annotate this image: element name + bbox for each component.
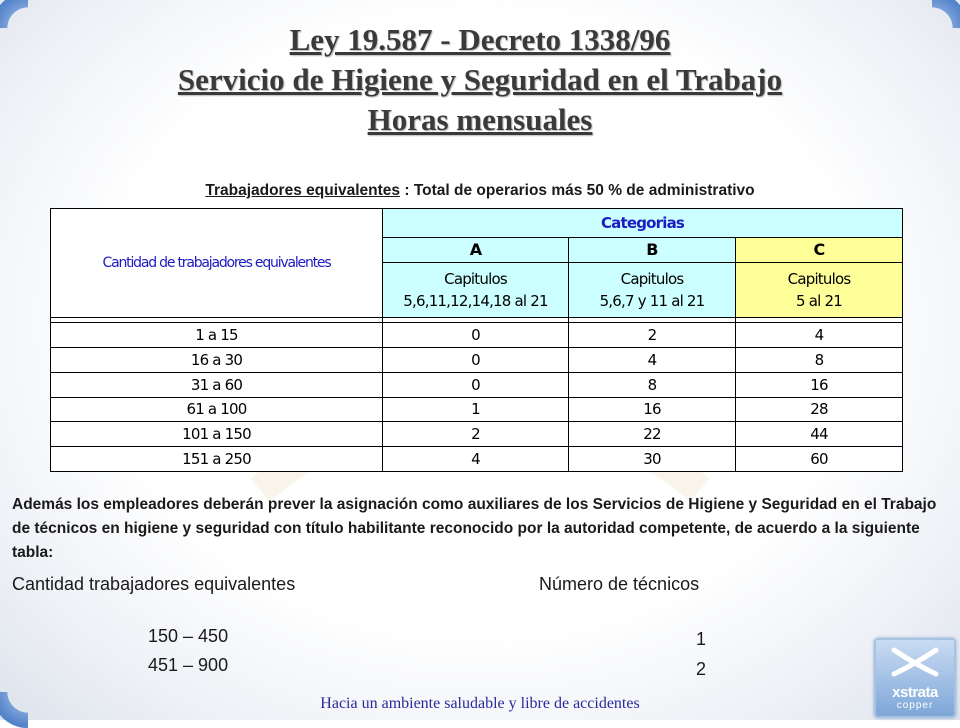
title-line-2: Servicio de Higiene y Seguridad en el Trabajo <box>177 62 783 97</box>
table-row <box>51 372 903 397</box>
chapters-range: 5,6,7 y 11 al 21 <box>599 291 705 310</box>
value-a-cell: 4 <box>383 447 569 472</box>
value-b-cell: 4 <box>569 348 736 373</box>
value-a-cell: 0 <box>383 348 569 373</box>
range-cell: 1 a 15 <box>51 323 383 348</box>
value-c-cell: 16 <box>736 372 903 397</box>
tech-col2-label: Número de técnicos <box>539 574 700 594</box>
chapters-label: Capitulos <box>444 269 507 288</box>
tech-count-1: 1 <box>696 629 707 649</box>
tech-count-2: 2 <box>696 659 707 679</box>
categories-header: Categorias <box>383 209 903 238</box>
value-b-cell: 8 <box>569 372 736 397</box>
title-line-1: Ley 19.587 - Decreto 1338/96 <box>289 22 671 57</box>
chapters-range: 5,6,11,12,14,18 al 21 <box>403 291 548 310</box>
chapters-label: Capitulos <box>787 269 851 288</box>
table-row <box>51 323 903 348</box>
table-row <box>51 422 903 447</box>
category-c-chapters <box>736 262 903 317</box>
range-cell: 151 a 250 <box>51 447 383 472</box>
logo-wordmark: xstrata <box>892 684 938 701</box>
table-row <box>51 447 903 472</box>
value-a-cell: 1 <box>383 397 569 422</box>
footer-slogan: Hacia un ambiente saludable y libre de accidentes <box>320 695 640 712</box>
table-row <box>51 397 903 422</box>
equivalent-workers-definition <box>0 182 960 200</box>
chapters-range: 5 al 21 <box>796 291 842 310</box>
logo-subtext: copper <box>896 700 934 711</box>
row-header-cell: Cantidad de trabajadores equivalentes <box>51 209 383 318</box>
value-b-cell: 16 <box>569 397 736 422</box>
category-b-header: B <box>569 238 736 263</box>
table-row <box>51 348 903 373</box>
category-a-header: A <box>383 238 569 263</box>
value-c-cell: 60 <box>736 447 903 472</box>
value-c-cell: 28 <box>736 397 903 422</box>
tech-range-1: 150 – 450 <box>148 626 229 646</box>
definition-term: Trabajadores equivalentes <box>205 182 401 199</box>
value-b-cell: 22 <box>569 422 736 447</box>
range-cell: 31 a 60 <box>51 372 383 397</box>
technicians-paragraph: Además los empleadores deberán prever la asignación como auxiliares de los Servicios de Higiene y Seguridad en el Trabajo de técnicos en higiene y seguridad con título habilitante reconocido por la autoridad competente, de acuerdo a la siguiente tabla: <box>12 496 937 561</box>
range-cell: 61 a 100 <box>51 397 383 422</box>
value-b-cell: 2 <box>569 323 736 348</box>
value-c-cell: 4 <box>736 323 903 348</box>
definition-text: : Total de operarios más 50 % de administrativo <box>400 182 755 199</box>
range-cell: 16 a 30 <box>51 348 383 373</box>
category-b-chapters <box>569 262 736 317</box>
category-a-chapters <box>383 262 569 317</box>
tech-col1-label: Cantidad trabajadores equivalentes <box>12 574 296 594</box>
slide-title <box>0 20 960 140</box>
category-c-header: C <box>736 238 903 263</box>
xstrata-x-icon <box>876 640 954 684</box>
hours-table <box>50 208 903 472</box>
range-cell: 101 a 150 <box>51 422 383 447</box>
value-a-cell: 0 <box>383 323 569 348</box>
tech-range-2: 451 – 900 <box>148 655 229 675</box>
value-a-cell: 2 <box>383 422 569 447</box>
xstrata-logo <box>874 638 956 718</box>
value-c-cell: 8 <box>736 348 903 373</box>
chapters-label: Capitulos <box>620 269 684 288</box>
title-line-3: Horas mensuales <box>367 102 593 137</box>
value-c-cell: 44 <box>736 422 903 447</box>
value-a-cell: 0 <box>383 372 569 397</box>
value-b-cell: 30 <box>569 447 736 472</box>
